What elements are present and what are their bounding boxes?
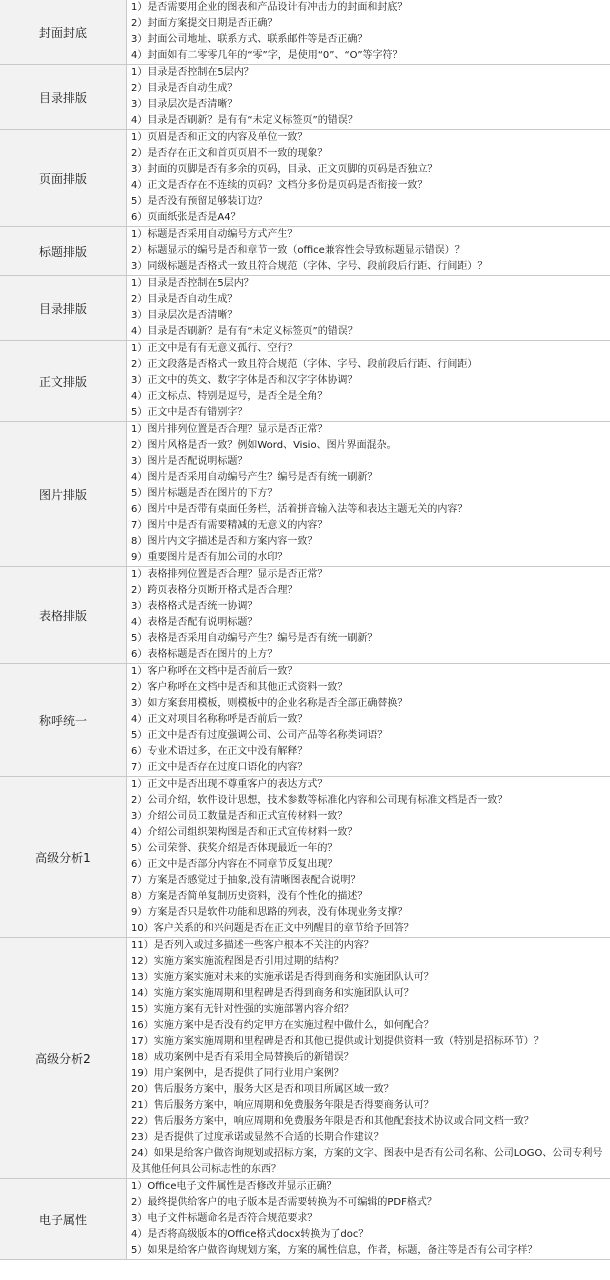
check-item: 14）实施方案实施周期和里程碑是否得到商务和实施团队认可？ xyxy=(131,988,414,999)
section-row xyxy=(0,65,610,130)
check-item: 4）介绍公司组织架构图是否和正式宣传材料一致？ xyxy=(131,827,358,838)
category-label: 称呼统一 xyxy=(0,664,127,776)
check-item: 3）电子文件标题命名是否符合规范要求？ xyxy=(131,1213,318,1224)
check-item: 2）目录是否自动生成？ xyxy=(131,294,238,305)
check-item: 3）图片是否配说明标题？ xyxy=(131,456,248,467)
check-item: 8）图片内文字描述是否和方案内容一致？ xyxy=(131,536,318,547)
check-item: 3）封面的页脚是否有多余的页码，目录、正文页脚的页码是否独立？ xyxy=(131,164,438,175)
item-list xyxy=(127,777,610,937)
category-label: 页面排版 xyxy=(0,130,127,226)
check-item: 9）方案是否只是软件功能和思路的列表，没有体现业务支撑？ xyxy=(131,907,408,918)
section-row xyxy=(0,130,610,227)
section-row xyxy=(0,938,610,1179)
check-item: 3）封面公司地址、联系方式、联系邮件等是否正确？ xyxy=(131,34,368,45)
check-item: 5）表格是否采用自动编号产生？编号是否有统一刷新？ xyxy=(131,633,378,644)
check-item: 2）封面方案提交日期是否正确？ xyxy=(131,18,278,29)
check-item: 2）是否存在正文和首页页眉不一致的现象？ xyxy=(131,148,328,159)
check-item: 22）售后服务方案中，响应周期和免费服务年限是否和其他配套技术协议或合同文档一致？ xyxy=(131,1116,534,1127)
check-item: 5）正文中是否有过度强调公司、公司产品等名称类词语？ xyxy=(131,730,388,741)
check-item: 6）图片中是否带有桌面任务栏，活着拼音输入法等和表达主题无关的内容？ xyxy=(131,504,468,515)
item-list xyxy=(127,65,610,129)
check-item: 7）正文中是否存在过度口语化的内容？ xyxy=(131,762,308,773)
check-item: 2）图片风格是否一致？例如Word、Visio、图片界面混杂。 xyxy=(131,440,397,451)
check-item: 5）正文中是否有错别字？ xyxy=(131,407,248,418)
check-item: 1）目录是否控制在5层内？ xyxy=(131,67,254,78)
check-item: 4）正文是否存在不连续的页码？文档分多份是页码是否衔接一致？ xyxy=(131,180,428,191)
check-item: 2）标题显示的编号是否和章节一致（office兼容性会导致标题显示错误）？ xyxy=(131,245,465,256)
check-item: 6）正文中是否部分内容在不同章节反复出现？ xyxy=(131,859,338,870)
check-item: 7）方案是否感觉过于抽象,没有清晰图表配合说明？ xyxy=(131,875,361,886)
check-item: 15）实施方案有无针对性强的实施部署内容介绍？ xyxy=(131,1004,354,1015)
item-list xyxy=(127,0,610,64)
check-item: 2）目录是否自动生成？ xyxy=(131,83,238,94)
check-item: 23）是否提供了过度承诺或显然不合适的长期合作建议？ xyxy=(131,1132,384,1143)
check-item: 3）同级标题是否格式一致且符合规范（字体、字号、段前段后行距、行间距）？ xyxy=(131,261,488,272)
check-item: 5）是否没有预留足够装订边？ xyxy=(131,196,268,207)
check-item: 20）售后服务方案中，服务大区是否和项目所属区域一致？ xyxy=(131,1084,394,1095)
check-item: 2）跨页表格分页断开格式是否合理？ xyxy=(131,585,298,596)
category-label: 电子属性 xyxy=(0,1179,127,1259)
check-item: 8）方案是否简单复制历史资料，没有个性化的描述？ xyxy=(131,891,368,902)
category-label: 图片排版 xyxy=(0,422,127,566)
check-item: 1）客户称呼在文档中是否前后一致？ xyxy=(131,666,298,677)
section-row xyxy=(0,0,610,65)
check-item: 7）图片中是否有需要精减的无意义的内容？ xyxy=(131,520,328,531)
check-item: 16）实施方案中是否没有约定甲方在实施过程中做什么，如何配合？ xyxy=(131,1020,434,1031)
category-label: 封面封底 xyxy=(0,0,127,64)
check-item: 1）标题是否采用自动编号方式产生？ xyxy=(131,229,298,240)
check-item: 21）售后服务方案中，响应周期和免费服务年限是否得要商务认可？ xyxy=(131,1100,434,1111)
check-item: 3）正文中的英文、数字字体是否和汉字字体协调？ xyxy=(131,375,358,386)
category-label: 高级分析1 xyxy=(0,777,127,937)
check-item: 24）如果是给客户做咨询规划或招标方案，方案的文字、图表中是否有公司名称、公司LOGO、公司专利号及其他任何具公司标志性的东西？ xyxy=(131,1148,603,1175)
item-list xyxy=(127,1179,610,1259)
category-label: 目录排版 xyxy=(0,65,127,129)
check-item: 5）公司荣誉、获奖介绍是否体现最近一年的？ xyxy=(131,843,338,854)
check-item: 9）重要图片是否有加公司的水印？ xyxy=(131,552,288,563)
check-item: 4）是否将高级版本的Office格式docx转换为了doc？ xyxy=(131,1229,369,1240)
check-item: 1）页眉是否和正文的内容及单位一致？ xyxy=(131,132,308,143)
check-item: 4）正文对项目名称称呼是否前后一致？ xyxy=(131,714,308,725)
section-row xyxy=(0,777,610,938)
check-item: 17）实施方案实施周期和里程碑是否和其他已提供或计划提供资料一致（特别是招标环节）？ xyxy=(131,1036,544,1047)
check-item: 4）目录是否刷新？是有有“未定义标签页”的错误？ xyxy=(131,326,358,337)
check-item: 1）是否需要用企业的图表和产品设计有冲击力的封面和封底？ xyxy=(131,2,408,13)
check-item: 10）客户关系的和兴问题是否在正文中列醒目的章节给予回答？ xyxy=(131,923,414,934)
check-item: 18）成功案例中是否有采用全局替换后的新错误？ xyxy=(131,1052,354,1063)
section-row xyxy=(0,422,610,567)
category-label: 标题排版 xyxy=(0,227,127,275)
check-item: 13）实施方案实施对未来的实施承诺是否得到商务和实施团队认可？ xyxy=(131,972,434,983)
check-item: 4）目录是否刷新？是有有“未定义标签页”的错误？ xyxy=(131,115,358,126)
check-item: 11）是否列入或过多描述一些客户根本不关注的内容？ xyxy=(131,940,374,951)
check-item: 3）如方案套用模板，则模板中的企业名称是否全部正确替换？ xyxy=(131,698,408,709)
category-label: 正文排版 xyxy=(0,341,127,421)
check-item: 1）图片排列位置是否合理？显示是否正常？ xyxy=(131,424,328,435)
check-item: 4）图片是否采用自动编号产生？编号是否有统一刷新？ xyxy=(131,472,378,483)
check-item: 1）目录是否控制在5层内？ xyxy=(131,278,254,289)
item-list xyxy=(127,130,610,226)
check-item: 4）表格是否配有说明标题？ xyxy=(131,617,258,628)
section-row xyxy=(0,664,610,777)
check-item: 4）封面如有二零零几年的“零”字，是使用“0”、“O”等字符？ xyxy=(131,50,403,61)
check-item: 6）专业术语过多，在正文中没有解释？ xyxy=(131,746,308,757)
item-list xyxy=(127,567,610,663)
check-item: 2）最终提供给客户的电子版本是否需要转换为不可编辑的PDF格式？ xyxy=(131,1197,437,1208)
section-row xyxy=(0,276,610,341)
check-item: 5）图片标题是否在图片的下方？ xyxy=(131,488,278,499)
check-item: 2）公司介绍，软件设计思想，技术参数等标准化内容和公司现有标准文档是否一致？ xyxy=(131,795,508,806)
check-item: 1）正文中是否出现不尊重客户的表达方式？ xyxy=(131,779,328,790)
check-item: 3）介绍公司员工数量是否和正式宣传材料一致？ xyxy=(131,811,348,822)
item-list xyxy=(127,341,610,421)
check-item: 2）正文段落是否格式一致且符合规范（字体、字号、段前段后行距、行间距） xyxy=(131,359,478,370)
check-item: 1）正文中是有有无意义孤行、空行？ xyxy=(131,343,298,354)
check-item: 5）如果是给客户做咨询规划方案，方案的属性信息，作者，标题，备注等是否有公司字样？ xyxy=(131,1245,538,1256)
section-row xyxy=(0,1179,610,1260)
check-item: 4）正文标点、特别是逗号，是否全是全角？ xyxy=(131,391,328,402)
section-row xyxy=(0,341,610,422)
check-item: 1）表格排列位置是否合理？显示是否正常？ xyxy=(131,569,328,580)
check-item: 19）用户案例中，是否提供了同行业用户案例？ xyxy=(131,1068,344,1079)
check-item: 6）表格标题是否在图片的上方？ xyxy=(131,649,278,660)
check-item: 3）目录层次是否清晰？ xyxy=(131,310,238,321)
item-list xyxy=(127,938,610,1178)
check-item: 12）实施方案实施流程图是否引用过期的结构？ xyxy=(131,956,344,967)
check-item: 1）Office电子文件属性是否修改并显示正确？ xyxy=(131,1181,337,1192)
section-row xyxy=(0,567,610,664)
item-list xyxy=(127,227,610,275)
item-list xyxy=(127,276,610,340)
category-label: 表格排版 xyxy=(0,567,127,663)
item-list xyxy=(127,422,610,566)
category-label: 高级分析2 xyxy=(0,938,127,1178)
item-list xyxy=(127,664,610,776)
check-item: 6）页面纸张是否是A4？ xyxy=(131,212,241,223)
check-item: 3）表格格式是否统一协调？ xyxy=(131,601,258,612)
check-item: 2）客户称呼在文档中是否和其他正式资料一致？ xyxy=(131,682,348,693)
category-label: 目录排版 xyxy=(0,276,127,340)
section-row xyxy=(0,227,610,276)
check-item: 3）目录层次是否清晰？ xyxy=(131,99,238,110)
